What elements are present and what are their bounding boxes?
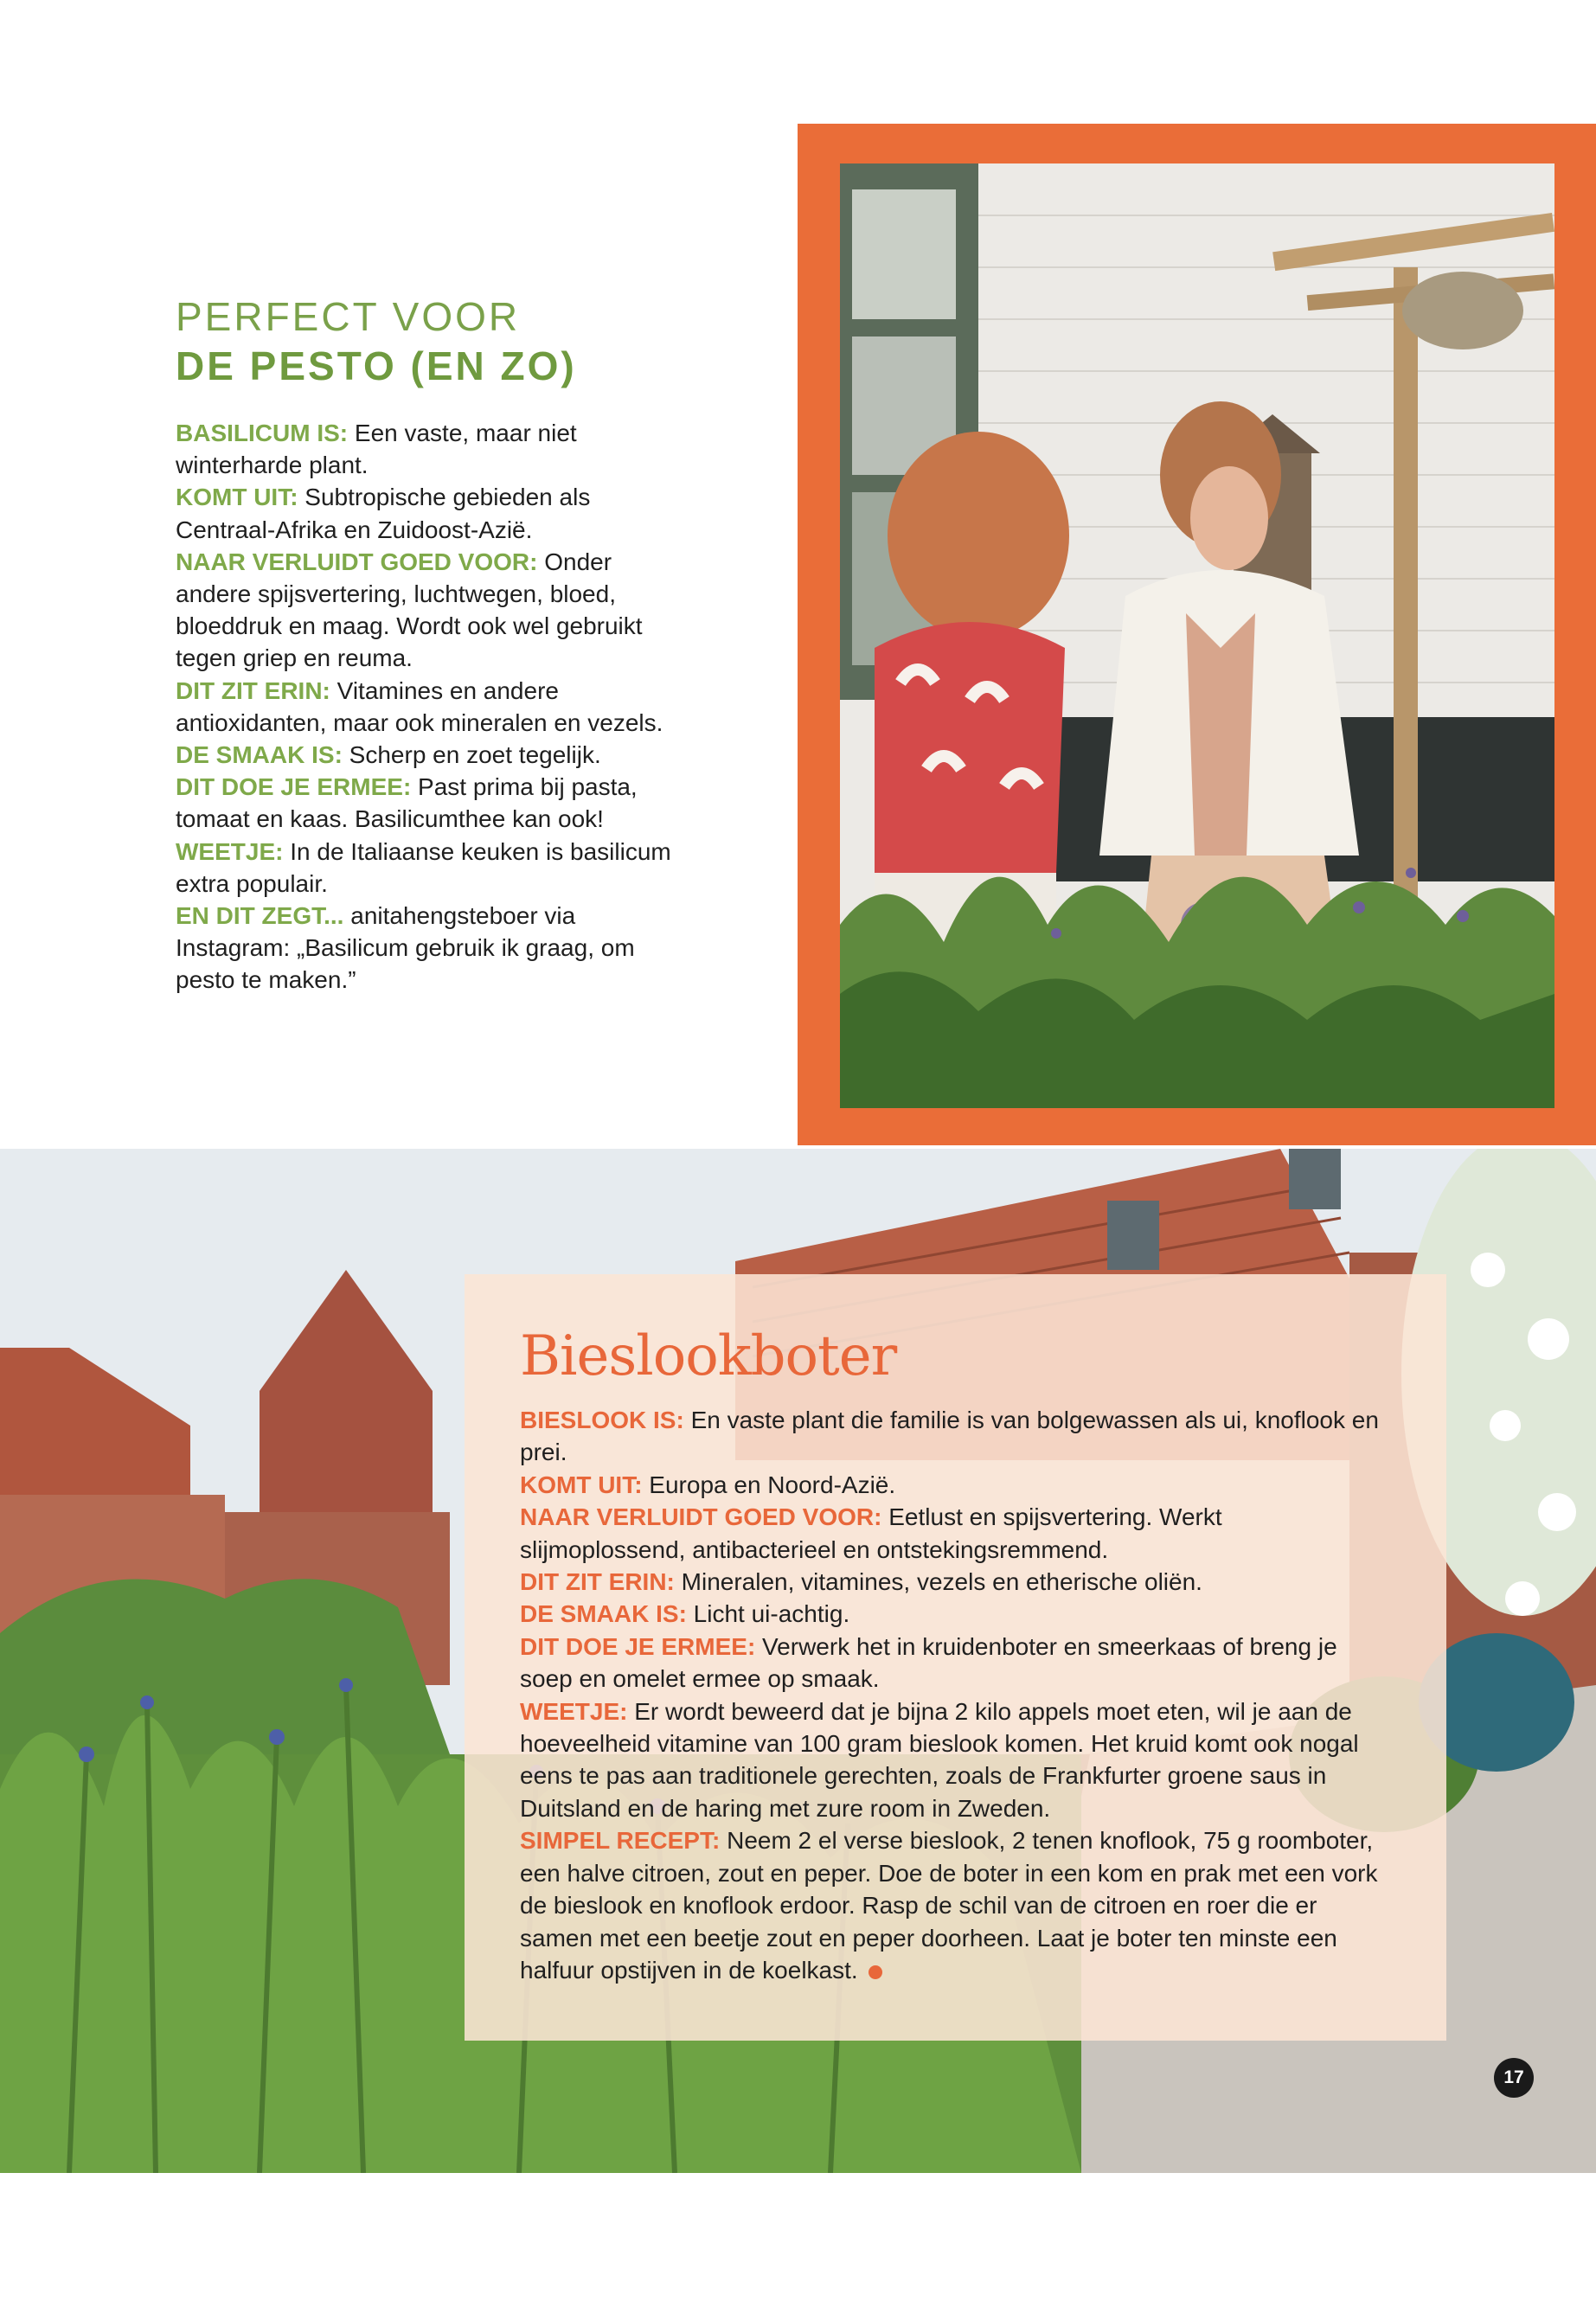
photo-women-in-garden [840,163,1554,1108]
basil-text: Past prima bij pasta, tomaat en kaas. Basilicumthee kan ook! [176,773,638,833]
page-number: 17 [1494,2058,1534,2098]
basil-label: WEETJE: [176,837,284,865]
chives-content [520,1324,1394,1986]
basil-paragraph [176,675,677,739]
chives-text: En vaste plant die familie is van bolgewassen als ui, knoflook en prei. [520,1407,1379,1466]
basil-text: anitahengsteboer via Instagram: „Basilicum gebruik ik graag, om pesto te maken.” [176,902,635,994]
basil-kicker: PERFECT VOOR [176,294,521,339]
chives-label: WEETJE: [520,1697,628,1725]
chives-paragraph [520,1566,1394,1598]
basil-label: DIT DOE JE ERMEE: [176,773,412,801]
chives-paragraph [520,1631,1394,1695]
basil-text: Vitamines en andere antioxidanten, maar ook mineralen en vezels. [176,676,663,736]
basil-body [176,417,677,997]
chives-title: Bieslookboter [520,1324,897,1388]
end-of-article-dot [869,1965,882,1979]
basil-text: In de Italiaanse keuken is basilicum extra populair. [176,837,671,897]
chives-label: SIMPEL RECEPT: [520,1827,721,1855]
chives-label: DIT ZIT ERIN: [520,1568,675,1596]
chives-label: NAAR VERLUIDT GOED VOOR: [520,1503,882,1531]
chives-label: DIT DOE JE ERMEE: [520,1632,756,1660]
chives-text: Neem 2 el verse bieslook, 2 tenen knoflook, 75 g roomboter, een halve citroen, zout en peper. Doe de boter in een kom en prak met een vork de bieslook en knoflook erdoor. Rasp de schil van de citroen en roer die er samen met een beetje zout en peper doorheen. Laat je boter ten minste een halfuur opstijven in de koelkast. [520,1827,1378,1984]
basil-headline: DE PESTO (EN ZO) [176,343,577,388]
chives-body [520,1404,1394,1986]
chives-text: Eetlust en spijsvertering. Werkt slijmoplossend, antibacterieel en ontstekingsremmend. [520,1503,1222,1563]
chives-label: DE SMAAK IS: [520,1600,687,1628]
chives-text: Mineralen, vitamines, vezels en etherische oliën. [674,1568,1202,1596]
basil-text: Subtropische gebieden als Centraal-Afrika en Zuidoost-Azië. [176,484,591,543]
basil-label: EN DIT ZEGT... [176,902,344,930]
basil-paragraph [176,900,677,997]
chives-label: KOMT UIT: [520,1471,643,1498]
chives-paragraph [520,1824,1394,1986]
chives-paragraph [520,1469,1394,1501]
chives-paragraph [520,1501,1394,1566]
basil-label: DE SMAAK IS: [176,741,343,769]
basil-text: Een vaste, maar niet winterharde plant. [176,420,577,479]
basil-paragraph [176,836,677,900]
basil-label: KOMT UIT: [176,484,298,511]
basil-paragraph [176,771,677,835]
chives-paragraph [520,1598,1394,1630]
chives-paragraph [520,1404,1394,1469]
chives-text: Europa en Noord-Azië. [642,1471,896,1498]
basil-text: Onder andere spijsvertering, luchtwegen, bloed, bloeddruk en maag. Wordt ook wel gebruikt tegen griep en reuma. [176,548,643,672]
basil-paragraph [176,739,677,771]
chives-article [465,1274,1446,2041]
basil-label: DIT ZIT ERIN: [176,676,330,704]
chives-paragraph [520,1695,1394,1825]
chives-text: Verwerk het in kruidenboter en smeerkaas of breng je soep en omelet ermee op smaak. [520,1632,1337,1693]
basil-article [176,292,677,997]
chives-text: Licht ui-achtig. [686,1600,850,1628]
basil-label: BASILICUM IS: [176,420,349,446]
chives-text: Er wordt beweerd dat je bijna 2 kilo appels moet eten, wil je aan de hoeveelheid vitamine van 100 gram bieslook komen. Het kruid komt ook nogal eens te pas aan traditionele gerechten, zoals de Frankfurter groene saus in Duitsland en de haring met zure room in Zweden. [520,1697,1359,1822]
basil-label: NAAR VERLUIDT GOED VOOR: [176,548,538,575]
basil-paragraph [176,481,677,545]
basil-paragraph [176,546,677,675]
chives-label: BIESLOOK IS: [520,1407,684,1433]
basil-paragraph [176,417,677,481]
basil-text: Scherp en zoet tegelijk. [342,741,601,769]
